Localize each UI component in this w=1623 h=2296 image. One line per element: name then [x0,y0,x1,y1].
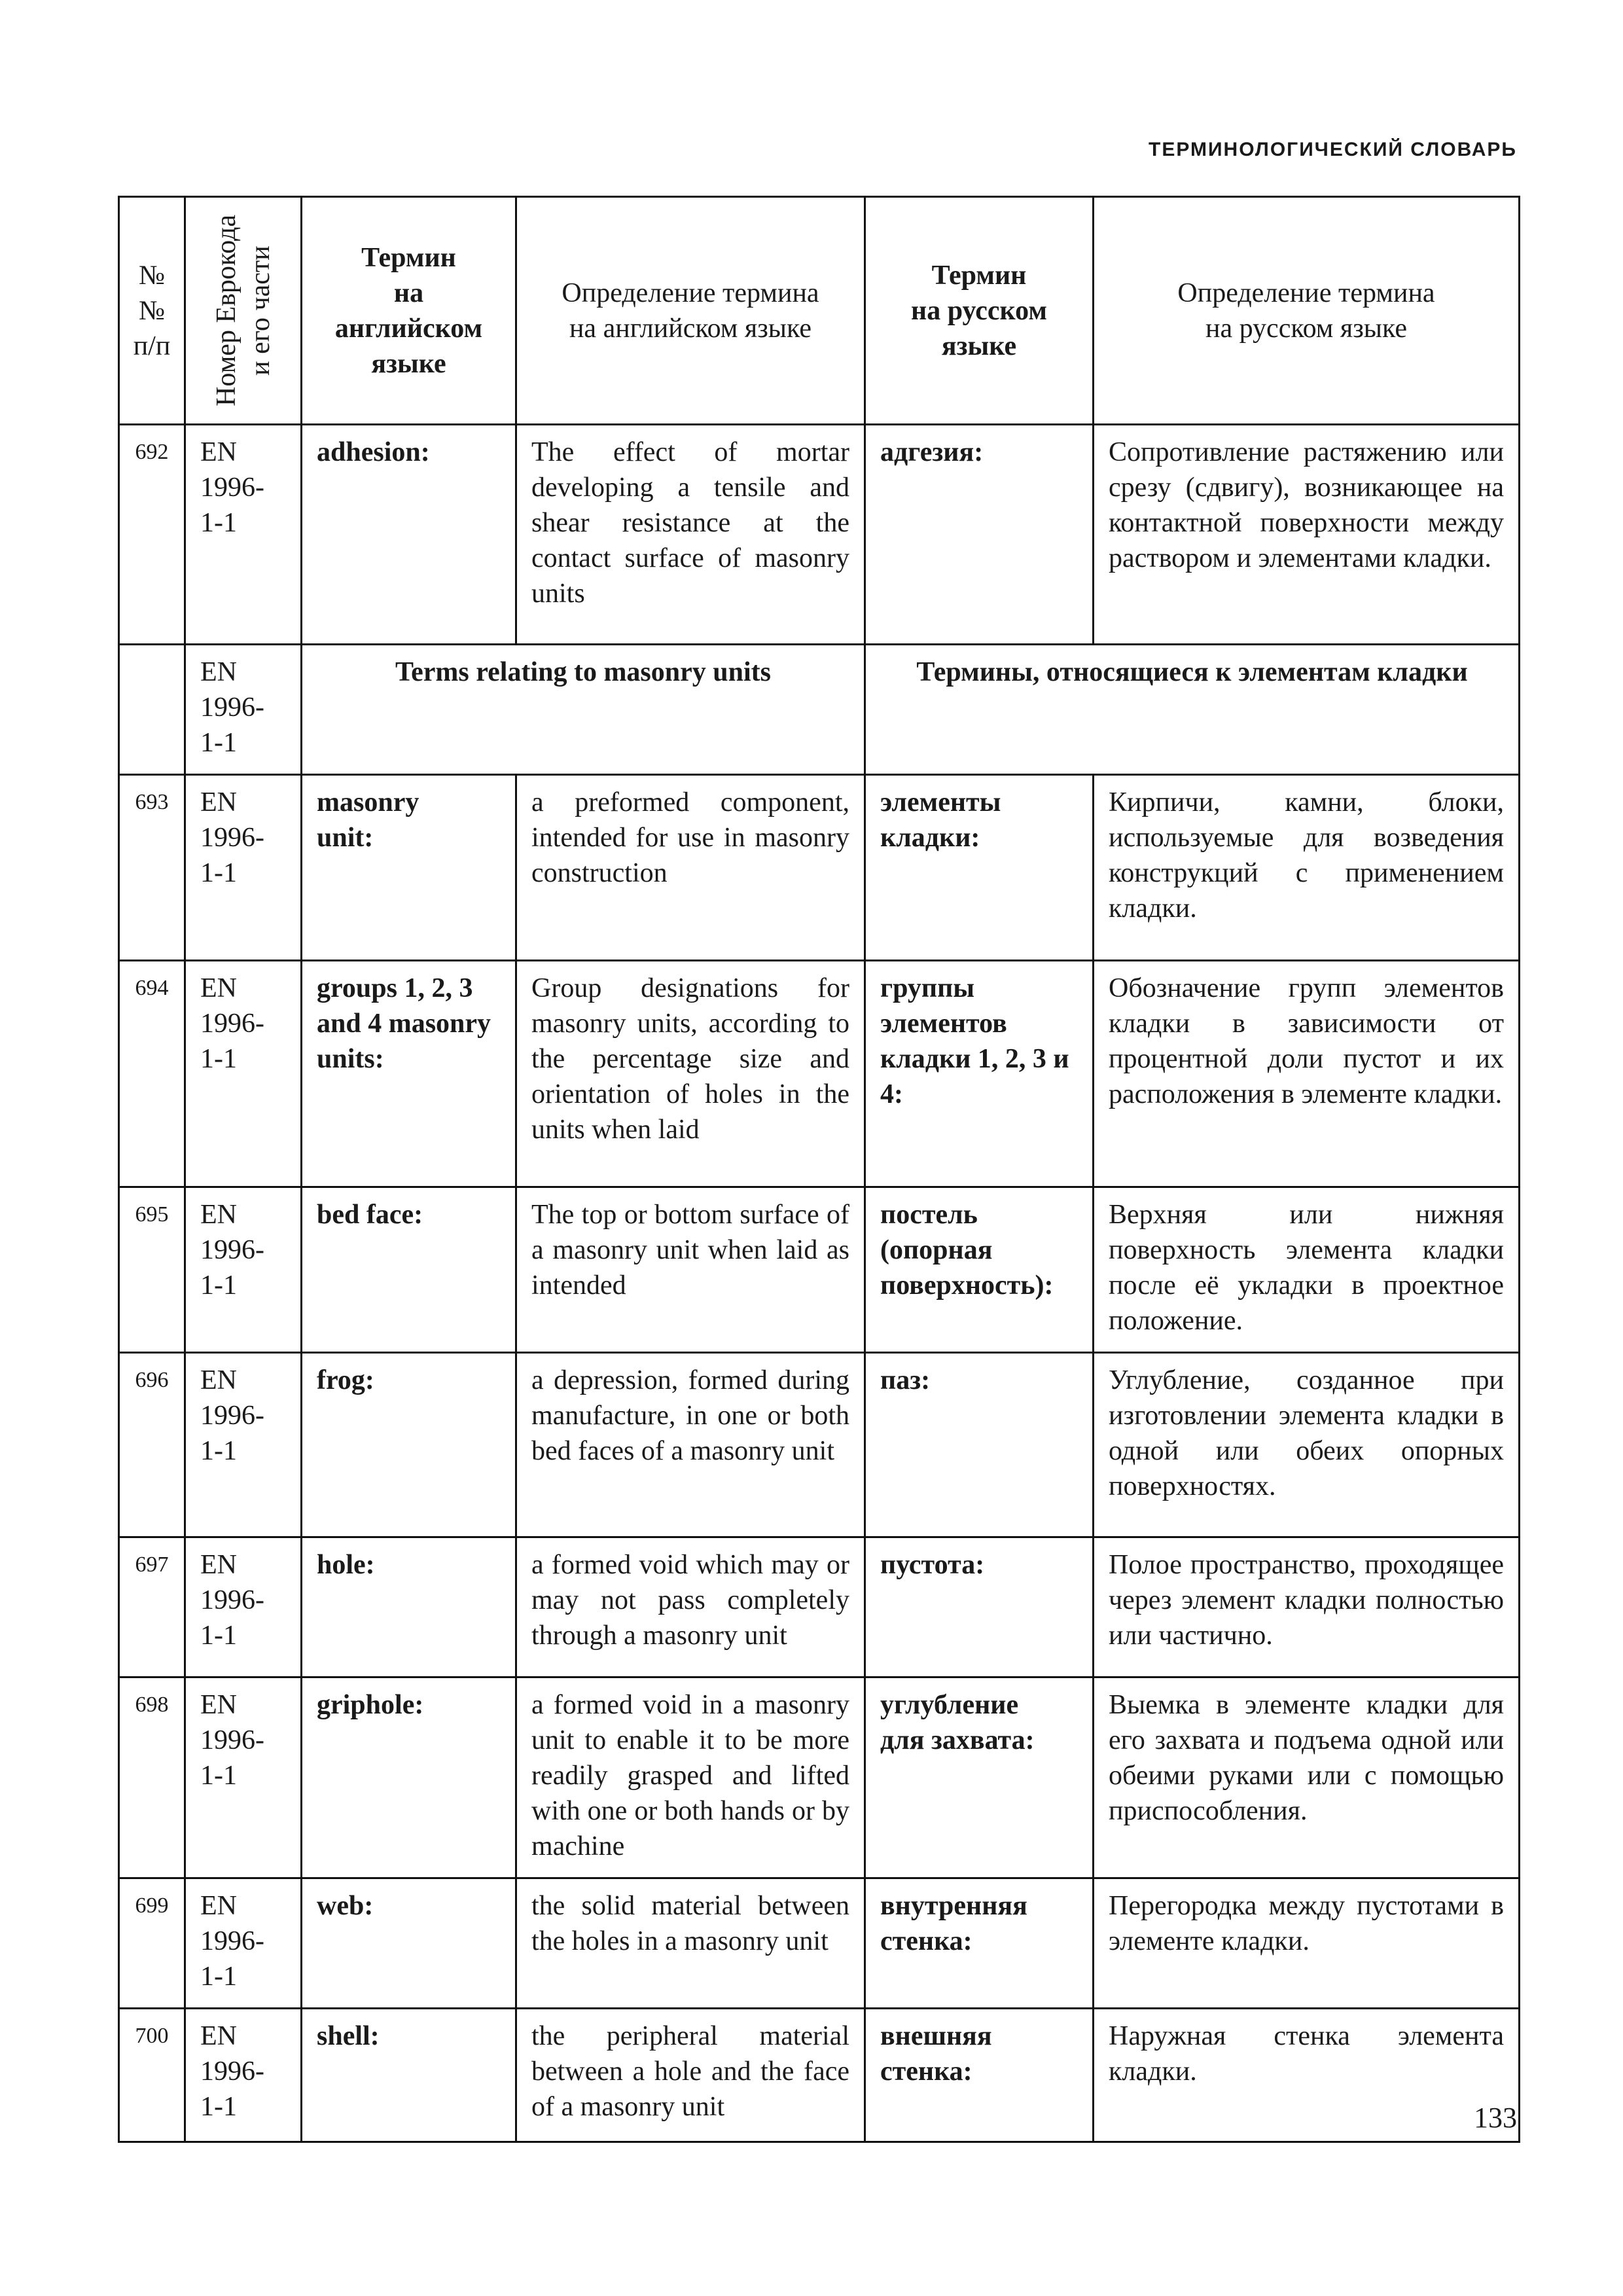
row-number: 695 [119,1187,185,1353]
english-definition: a formed void in a masonry unit to enable it to be more readily grasped and lifted with one or both hands or by machine [516,1677,865,1878]
english-term: griphole: [302,1677,516,1878]
russian-term: элементы кладки: [865,775,1094,961]
table-row [119,775,1520,961]
table-row [119,961,1520,1187]
russian-term: адгезия: [865,425,1094,645]
row-number: 692 [119,425,185,645]
row-number: 693 [119,775,185,961]
english-term: frog: [302,1353,516,1537]
header-row [119,197,1520,425]
section-heading-en: Terms relating to masonry units [302,645,865,775]
section-heading-row [119,645,1520,775]
russian-definition: Кирпичи, камни, блоки, используемые для возведения конструкций с применением кладки. [1094,775,1520,961]
russian-definition: Перегородка между пустотами в элементе кладки. [1094,1878,1520,2009]
header-num: №№ п/п [119,197,185,425]
row-number: 698 [119,1677,185,1878]
eurocode-cell: EN 1996- 1-1 [185,961,302,1187]
row-number: 696 [119,1353,185,1537]
russian-definition: Обозначение групп элементов кладки в зависимости от процентной доли пустот и их расположения в элементе кладки. [1094,961,1520,1187]
eurocode-cell: EN 1996- 1-1 [185,425,302,645]
english-definition: the solid material between the holes in a masonry unit [516,1878,865,2009]
english-term: web: [302,1878,516,2009]
eurocode-cell: EN 1996- 1-1 [185,2009,302,2142]
russian-definition: Углубление, созданное при изготовлении элемента кладки в одной или обеих опорных поверхностях. [1094,1353,1520,1537]
russian-definition: Наружная стенка элемента кладки. [1094,2009,1520,2142]
russian-term: паз: [865,1353,1094,1537]
table-row [119,1353,1520,1537]
english-definition: a formed void which may or may not pass completely through a masonry unit [516,1537,865,1677]
english-term: groups 1, 2, 3 and 4 masonry units: [302,961,516,1187]
section-heading-ru: Термины, относящиеся к элементам кладки [865,645,1520,775]
table-row [119,1878,1520,2009]
eurocode-cell: EN 1996- 1-1 [185,1353,302,1537]
english-term: shell: [302,2009,516,2142]
row-number: 700 [119,2009,185,2142]
table-row [119,1537,1520,1677]
header-eurocode: Номер Еврокода и его части [185,197,302,425]
table-row [119,425,1520,645]
russian-definition: Выемка в элементе кладки для его захвата и подъема одной или обеими руками или с помощью приспособления. [1094,1677,1520,1878]
row-number: 694 [119,961,185,1187]
russian-term: группы элементов кладки 1, 2, 3 и 4: [865,961,1094,1187]
english-term: hole: [302,1537,516,1677]
eurocode-cell: EN 1996- 1-1 [185,775,302,961]
english-definition: The effect of mortar developing a tensile and shear resistance at the contact surface of masonry units [516,425,865,645]
table-row [119,1187,1520,1353]
english-definition: Group designations for masonry units, according to the percentage size and orientation of holes in the units when laid [516,961,865,1187]
header-en-def: Определение термина на английском языке [516,197,865,425]
header-en-term: Термин на английском языке [302,197,516,425]
english-term: masonry unit: [302,775,516,961]
eurocode-cell: EN 1996- 1-1 [185,1878,302,2009]
russian-term: постель (опорная поверхность): [865,1187,1094,1353]
running-head: ТЕРМИНОЛОГИЧЕСКИЙ СЛОВАРЬ [1149,139,1517,160]
russian-term: пустота: [865,1537,1094,1677]
header-ru-term: Термин на русском языке [865,197,1094,425]
eurocode-cell: EN 1996- 1-1 [185,1187,302,1353]
english-definition: The top or bottom surface of a masonry unit when laid as intended [516,1187,865,1353]
english-definition: a depression, formed during manufacture, in one or both bed faces of a masonry unit [516,1353,865,1537]
russian-definition: Верхняя или нижняя поверхность элемента кладки после её укладки в проектное положение. [1094,1187,1520,1353]
russian-definition: Полое пространство, проходящее через элемент кладки полностью или частично. [1094,1537,1520,1677]
table-row [119,1677,1520,1878]
row-number [119,645,185,775]
russian-definition: Сопротивление растяжению или срезу (сдвигу), возникающее на контактной поверхности между раствором и элементами кладки. [1094,425,1520,645]
row-number: 697 [119,1537,185,1677]
header-ru-def: Определение термина на русском языке [1094,197,1520,425]
english-definition: the peripheral material between a hole and the face of a masonry unit [516,2009,865,2142]
russian-term: внутренняя стенка: [865,1878,1094,2009]
eurocode-cell: EN 1996- 1-1 [185,645,302,775]
english-definition: a preformed component, intended for use in masonry construction [516,775,865,961]
row-number: 699 [119,1878,185,2009]
russian-term: углубление для захвата: [865,1677,1094,1878]
page-number: 133 [1474,2102,1517,2134]
eurocode-cell: EN 1996- 1-1 [185,1537,302,1677]
glossary-table [118,196,1520,2143]
english-term: adhesion: [302,425,516,645]
russian-term: внешняя стенка: [865,2009,1094,2142]
eurocode-cell: EN 1996- 1-1 [185,1677,302,1878]
english-term: bed face: [302,1187,516,1353]
